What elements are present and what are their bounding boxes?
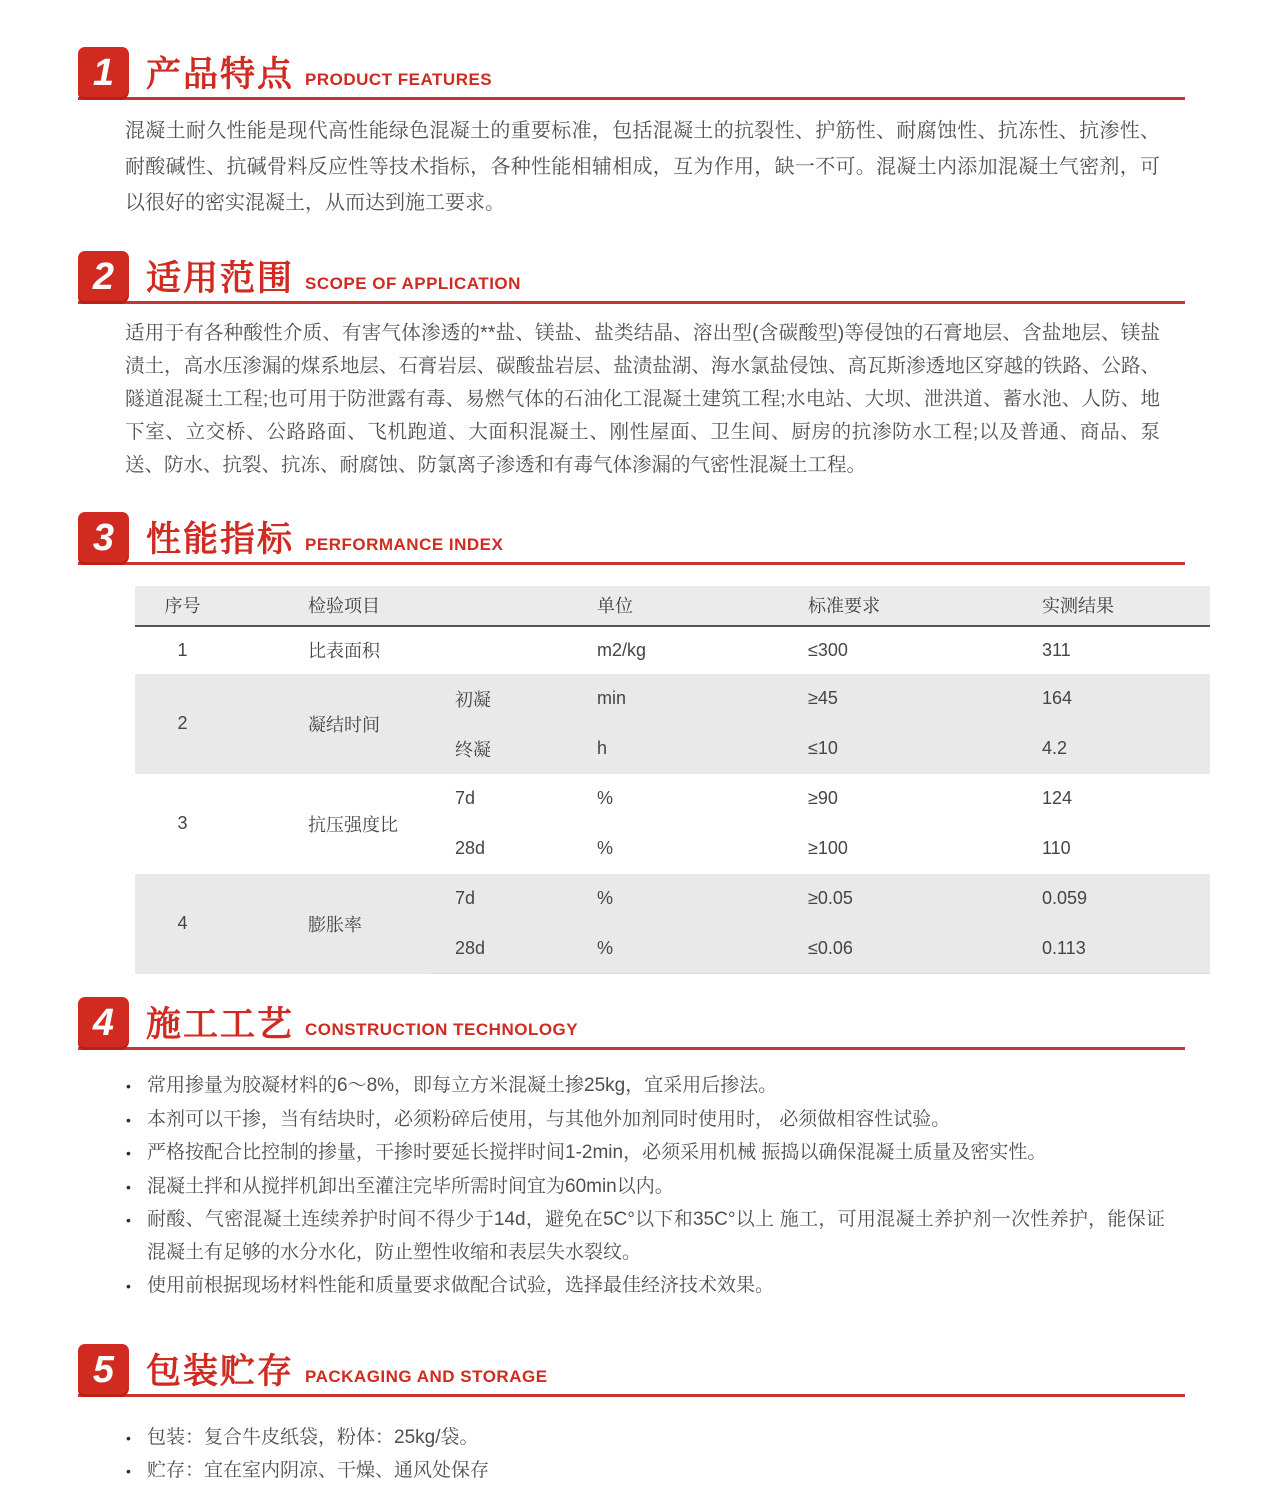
cell-result: 164 [1042, 688, 1073, 709]
section-2-number-badge: 2 [78, 251, 129, 304]
section-1-subtitle-en: PRODUCT FEATURES [305, 70, 493, 89]
bullet-dot: • [126, 1111, 131, 1128]
list-item [126, 1270, 1165, 1302]
col-header-subitem [430, 586, 560, 626]
cell-standard: ≥0.05 [808, 888, 853, 909]
section-4-subtitle-en: CONSTRUCTION TECHNOLOGY [305, 1020, 579, 1040]
section-1-number-badge: 1 [78, 47, 129, 100]
section-scope-of-application [78, 248, 1185, 482]
cell-standard: ≥45 [808, 688, 838, 709]
list-item [126, 1422, 1165, 1454]
section-5-number-badge: 5 [78, 1344, 129, 1397]
cell-standard: ≤10 [808, 738, 838, 759]
bullet-dot: • [126, 1145, 131, 1162]
cell-unit: % [597, 888, 614, 909]
list-item-text: 贮存：宜在室内阴凉、干燥、通风处保存 [147, 1460, 490, 1482]
cell-no: 1 [177, 639, 188, 660]
cell-unit: % [560, 924, 770, 974]
cell-result: 124 [1042, 788, 1073, 809]
list-item-text: 常用掺量为胶凝材料的6～8%，即每立方米混凝土掺25kg，宜采用后掺法。 [147, 1075, 778, 1097]
list-item-text: 严格按配合比控制的掺量，干掺时要延长搅拌时间1-2min，必须采用机械 振捣以确保混凝土质量及密实性。 [147, 1142, 1047, 1164]
cell-standard: ≥90 [808, 788, 838, 809]
section-3-number-badge: 3 [78, 512, 129, 565]
packaging-storage-list [126, 1422, 1165, 1488]
cell-result: 311 [1042, 639, 1071, 660]
section-3-subtitle-en: PERFORMANCE INDEX [305, 534, 504, 554]
table-header-row [135, 586, 1210, 626]
list-item [126, 1455, 1165, 1487]
col-header-item: 检验项目 [230, 586, 430, 626]
table-row-setting-time-initial [135, 674, 1210, 724]
cell-standard: ≤300 [808, 639, 848, 660]
cell-subitem: 7d [455, 888, 476, 909]
bullet-dot: • [126, 1463, 131, 1480]
section-packaging-and-storage [78, 1341, 1185, 1488]
cell-standard: ≥100 [808, 838, 848, 859]
list-item [126, 1137, 1165, 1169]
table-row-specific-surface [135, 626, 1210, 674]
cell-unit: m2/kg [597, 639, 647, 660]
section-4-header [78, 994, 1185, 1050]
list-item-text: 包装：复合牛皮纸袋，粉体：25kg/袋。 [147, 1426, 479, 1448]
table-row-expansion-7d [135, 874, 1210, 924]
table-row-compressive-7d [135, 774, 1210, 824]
section-1-header [78, 44, 1185, 100]
cell-result: 110 [1042, 838, 1071, 859]
section-2-subtitle-en: SCOPE OF APPLICATION [305, 274, 521, 293]
cell-item: 凝结时间 [308, 714, 380, 735]
cell-item: 比表面积 [308, 641, 380, 662]
list-item [126, 1070, 1165, 1102]
cell-unit: % [597, 788, 614, 809]
section-3-header [78, 509, 1185, 565]
col-header-standard: 标准要求 [770, 586, 1000, 626]
cell-unit: % [597, 838, 614, 859]
section-construction-technology [78, 994, 1185, 1302]
cell-item: 膨胀率 [308, 914, 362, 935]
cell-result: 4.2 [1042, 738, 1068, 759]
performance-index-table [135, 586, 1210, 975]
cell-subitem: 初凝 [455, 689, 491, 710]
list-item-text: 混凝土拌和从搅拌机卸出至灌注完毕所需时间宜为60min以内。 [147, 1175, 674, 1197]
bullet-dot: • [126, 1278, 131, 1295]
section-3-title: 性能指标 [146, 519, 295, 559]
list-item [126, 1171, 1165, 1203]
construction-technology-list [126, 1070, 1165, 1302]
cell-no: 3 [177, 813, 188, 834]
cell-result: 0.059 [1042, 888, 1088, 909]
section-performance-index [78, 509, 1185, 975]
cell-subitem: 28d [455, 838, 486, 859]
bullet-dot: • [126, 1178, 131, 1195]
col-header-result: 实测结果 [1000, 586, 1210, 626]
scope-of-application-paragraph: 适用于有各种酸性介质、有害气体渗透的**盐、镁盐、盐类结晶、溶出型(含碳酸型)等侵蚀的石膏地层、含盐地层、镁盐渍土，高水压渗漏的煤系地层、石膏岩层、碳酸盐岩层、盐渍盐湖、海水氯盐侵蚀、高瓦斯渗透地区穿越的铁路、公路、隧道混凝土工程;也可用于防泄露有毒、易燃气体的石油化工混凝土建筑工程;水电站、大坝、泄洪道、蓄水池、人防、地下室、立交桥、公路路面、飞机跑道、大面积混凝土、刚性屋面、卫生间、厨房的抗渗防水工程;以及普通、商品、泵送、防水、抗裂、抗冻、耐腐蚀、防氯离子渗透和有毒气体渗漏的气密性混凝土工程。 [125, 322, 1160, 476]
cell-standard: ≤0.06 [770, 924, 1000, 974]
section-1-title: 产品特点 [146, 55, 295, 94]
bullet-dot: • [126, 1212, 131, 1229]
cell-subitem: 28d [430, 924, 560, 974]
list-item-text: 本剂可以干掺，当有结块时，必须粉碎后使用，与其他外加剂同时使用时， 必须做相容性试验。 [147, 1108, 951, 1130]
col-header-unit: 单位 [560, 586, 770, 626]
section-5-header [78, 1341, 1185, 1397]
product-features-paragraph: 混凝土耐久性能是现代高性能绿色混凝土的重要标准，包括混凝土的抗裂性、护筋性、耐腐蚀性、抗冻性、抗渗性、耐酸碱性、抗碱骨料反应性等技术指标，各种性能相辅相成，互为作用，缺一不可。混凝土内添加混凝土气密剂，可以很好的密实混凝土，从而达到施工要求。 [125, 120, 1160, 214]
cell-subitem [430, 626, 560, 674]
bullet-dot: • [126, 1078, 131, 1095]
col-header-no: 序号 [135, 586, 230, 626]
section-4-title: 施工工艺 [146, 1005, 295, 1045]
section-2-title: 适用范围 [146, 259, 295, 298]
list-item [126, 1204, 1165, 1269]
cell-unit: min [597, 688, 627, 709]
cell-subitem: 7d [455, 788, 476, 809]
cell-result: 0.113 [1000, 924, 1210, 974]
cell-unit: h [597, 738, 608, 759]
list-item-text: 使用前根据现场材料性能和质量要求做配合试验，选择最佳经济技术效果。 [147, 1275, 775, 1297]
section-2-header [78, 248, 1185, 304]
cell-no: 2 [177, 713, 188, 734]
section-4-number-badge: 4 [78, 997, 129, 1050]
cell-item: 抗压强度比 [308, 814, 398, 835]
section-5-title: 包装贮存 [146, 1351, 295, 1391]
cell-subitem: 终凝 [455, 739, 491, 760]
section-5-subtitle-en: PACKAGING AND STORAGE [305, 1366, 548, 1386]
list-item [126, 1104, 1165, 1136]
bullet-dot: • [126, 1429, 131, 1446]
section-product-features [78, 44, 1185, 221]
cell-no: 4 [177, 913, 188, 934]
list-item-text: 耐酸、气密混凝土连续养护时间不得少于14d，避免在5C°以下和35C°以上 施工，可用混凝土养护剂一次性养护，能保证混凝土有足够的水分水化，防止塑性收缩和表层失水裂纹。 [147, 1209, 1165, 1263]
